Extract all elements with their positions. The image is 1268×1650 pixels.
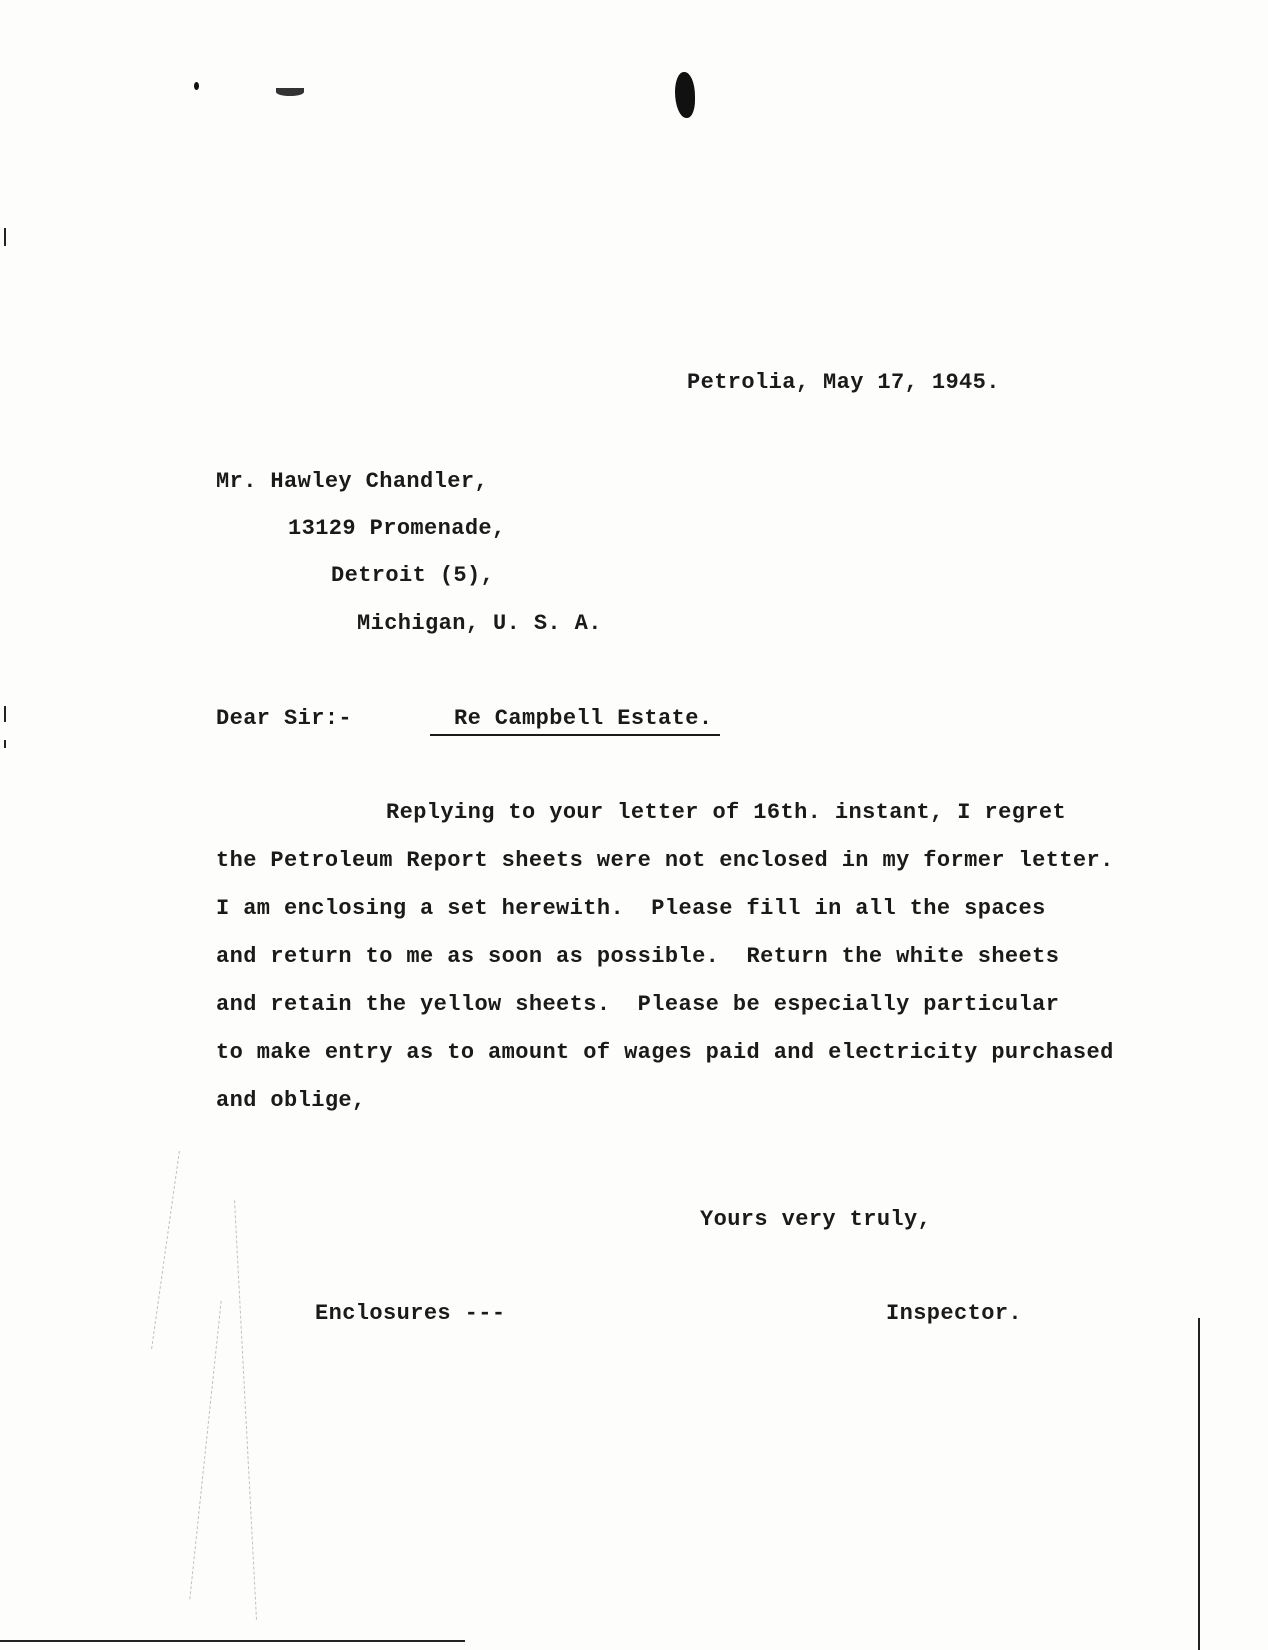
scan-edge-mark — [4, 706, 6, 722]
scan-edge-mark — [4, 740, 6, 748]
scan-border-right — [1198, 1318, 1200, 1650]
signature-title: Inspector. — [886, 1301, 1023, 1326]
ink-spot — [276, 88, 304, 96]
body-line-3: I am enclosing a set herewith. Please fill in all the spaces — [216, 896, 1046, 921]
subject-line: Re Campbell Estate. — [430, 706, 720, 736]
body-line-4: and return to me as soon as possible. Return the white sheets — [216, 944, 1060, 969]
body-line-2: the Petroleum Report sheets were not enclosed in my former letter. — [216, 848, 1114, 873]
ink-spot — [675, 72, 695, 118]
scan-scratch — [151, 1151, 180, 1349]
body-line-1: Replying to your letter of 16th. instant, I regret — [386, 800, 1067, 825]
closing: Yours very truly, — [700, 1207, 932, 1232]
recipient-state: Michigan, U. S. A. — [357, 611, 602, 636]
salutation: Dear Sir:- — [216, 706, 353, 731]
enclosures-note: Enclosures --- — [315, 1301, 506, 1326]
scan-border-bottom — [0, 1640, 465, 1642]
scan-scratch — [234, 1200, 257, 1619]
ink-spot — [194, 82, 199, 90]
scan-edge-mark — [4, 228, 6, 246]
body-line-5: and retain the yellow sheets. Please be especially particular — [216, 992, 1060, 1017]
body-line-7: and oblige, — [216, 1088, 366, 1113]
recipient-city: Detroit (5), — [331, 563, 495, 588]
dateline: Petrolia, May 17, 1945. — [687, 370, 1000, 395]
recipient-street: 13129 Promenade, — [288, 516, 506, 541]
recipient-name: Mr. Hawley Chandler, — [216, 469, 489, 494]
scan-scratch — [189, 1301, 221, 1599]
body-line-6: to make entry as to amount of wages paid and electricity purchased — [216, 1040, 1114, 1065]
